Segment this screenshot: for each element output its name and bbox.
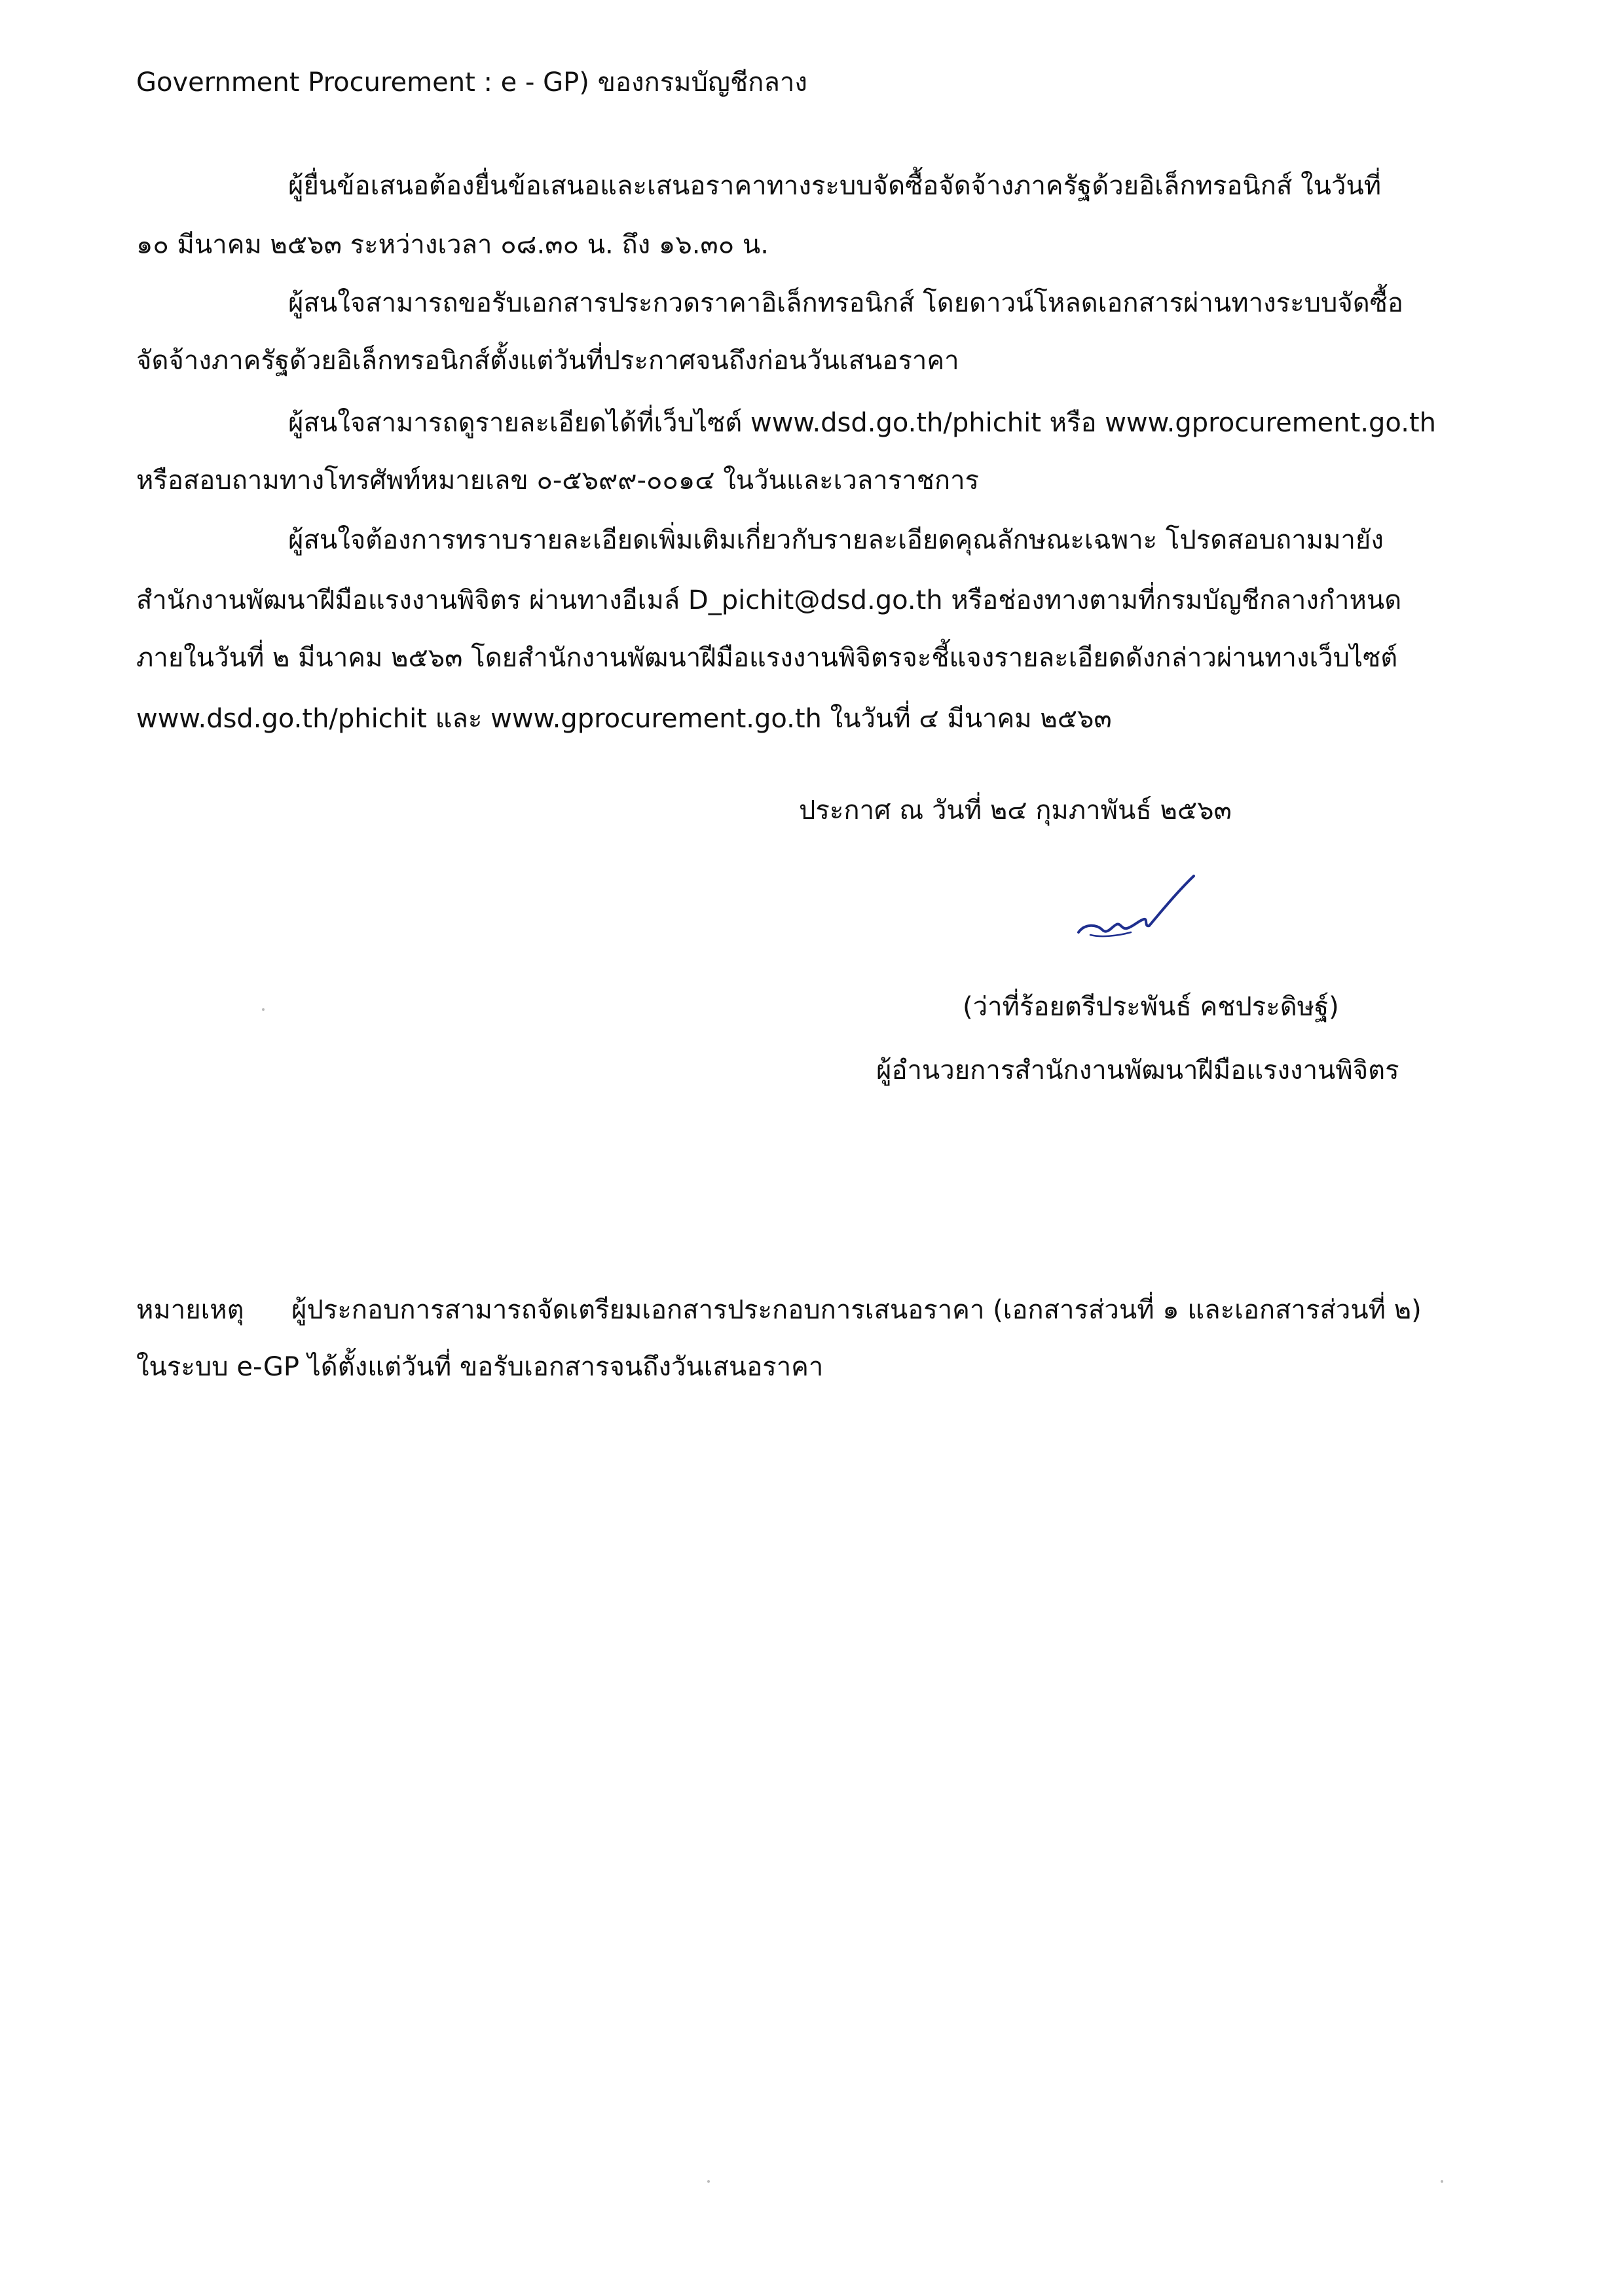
paragraph-1-line-1: ผู้ยื่นข้อเสนอต้องยื่นข้อเสนอและเสนอราคาทางระบบจัดซื้อจัดจ้างภาครัฐด้วยอิเล็กทรอนิกส์ ในวันที่ — [288, 171, 1382, 201]
intro-line: Government Procurement : e - GP) ของกรมบัญชีกลาง — [136, 67, 807, 98]
paragraph-3-line-1: ผู้สนใจสามารถดูรายละเอียดได้ที่เว็บไซต์ www.dsd.go.th/phichit หรือ www.gprocurement.go.th — [288, 408, 1436, 438]
scan-speck — [1441, 2180, 1443, 2183]
signer-title: ผู้อำนวยการสำนักงานพัฒนาฝีมือแรงงานพิจิตร — [876, 1055, 1399, 1085]
paragraph-2-line-2: จัดจ้างภาครัฐด้วยอิเล็กทรอนิกส์ตั้งแต่วันที่ประกาศจนถึงก่อนวันเสนอราคา — [136, 346, 959, 376]
paragraph-2-line-1: ผู้สนใจสามารถขอรับเอกสารประกวดราคาอิเล็กทรอนิกส์ โดยดาวน์โหลดเอกสารผ่านทางระบบจัดซื้อ — [288, 288, 1403, 318]
announcement-date: ประกาศ ณ วันที่ ๒๔ กุมภาพันธ์ ๒๕๖๓ — [799, 795, 1232, 826]
note-label: หมายเหตุ — [136, 1295, 244, 1325]
paragraph-4-line-1: ผู้สนใจต้องการทราบรายละเอียดเพิ่มเติมเกี่ยวกับรายละเอียดคุณลักษณะเฉพาะ โปรดสอบถามมายัง — [288, 525, 1384, 555]
scan-speck — [707, 2180, 710, 2183]
note-line-1: ผู้ประกอบการสามารถจัดเตรียมเอกสารประกอบการเสนอราคา (เอกสารส่วนที่ ๑ และเอกสารส่วนที่ ๒) — [291, 1295, 1422, 1325]
paragraph-4-line-3: ภายในวันที่ ๒ มีนาคม ๒๕๖๓ โดยสำนักงานพัฒนาฝีมือแรงงานพิจิตรจะชี้แจงรายละเอียดดังกล่าวผ่านทางเว็บไซต์ — [136, 643, 1398, 673]
paragraph-4-line-4: www.dsd.go.th/phichit และ www.gprocurement.go.th ในวันที่ ๔ มีนาคม ๒๕๖๓ — [136, 704, 1112, 734]
paragraph-3-line-2: หรือสอบถามทางโทรศัพท์หมายเลข ๐-๕๖๙๙-๐๐๑๔ ในวันและเวลาราชการ — [136, 465, 980, 496]
note-line-2: ในระบบ e-GP ได้ตั้งแต่วันที่ ขอรับเอกสารจนถึงวันเสนอราคา — [136, 1352, 824, 1382]
signer-name: (ว่าที่ร้อยตรีประพันธ์ คชประดิษฐ์) — [963, 992, 1339, 1022]
signature-mark — [1071, 864, 1202, 956]
paragraph-1-line-2: ๑๐ มีนาคม ๒๕๖๓ ระหว่างเวลา ๐๘.๓๐ น. ถึง ๑๖.๓๐ น. — [136, 230, 769, 260]
paragraph-4-line-2: สำนักงานพัฒนาฝีมือแรงงานพิจิตร ผ่านทางอีเมล์ D_pichit@dsd.go.th หรือช่องทางตามที่กรมบัญชีกลางกำหนด — [136, 585, 1402, 615]
scan-speck — [262, 1008, 265, 1011]
